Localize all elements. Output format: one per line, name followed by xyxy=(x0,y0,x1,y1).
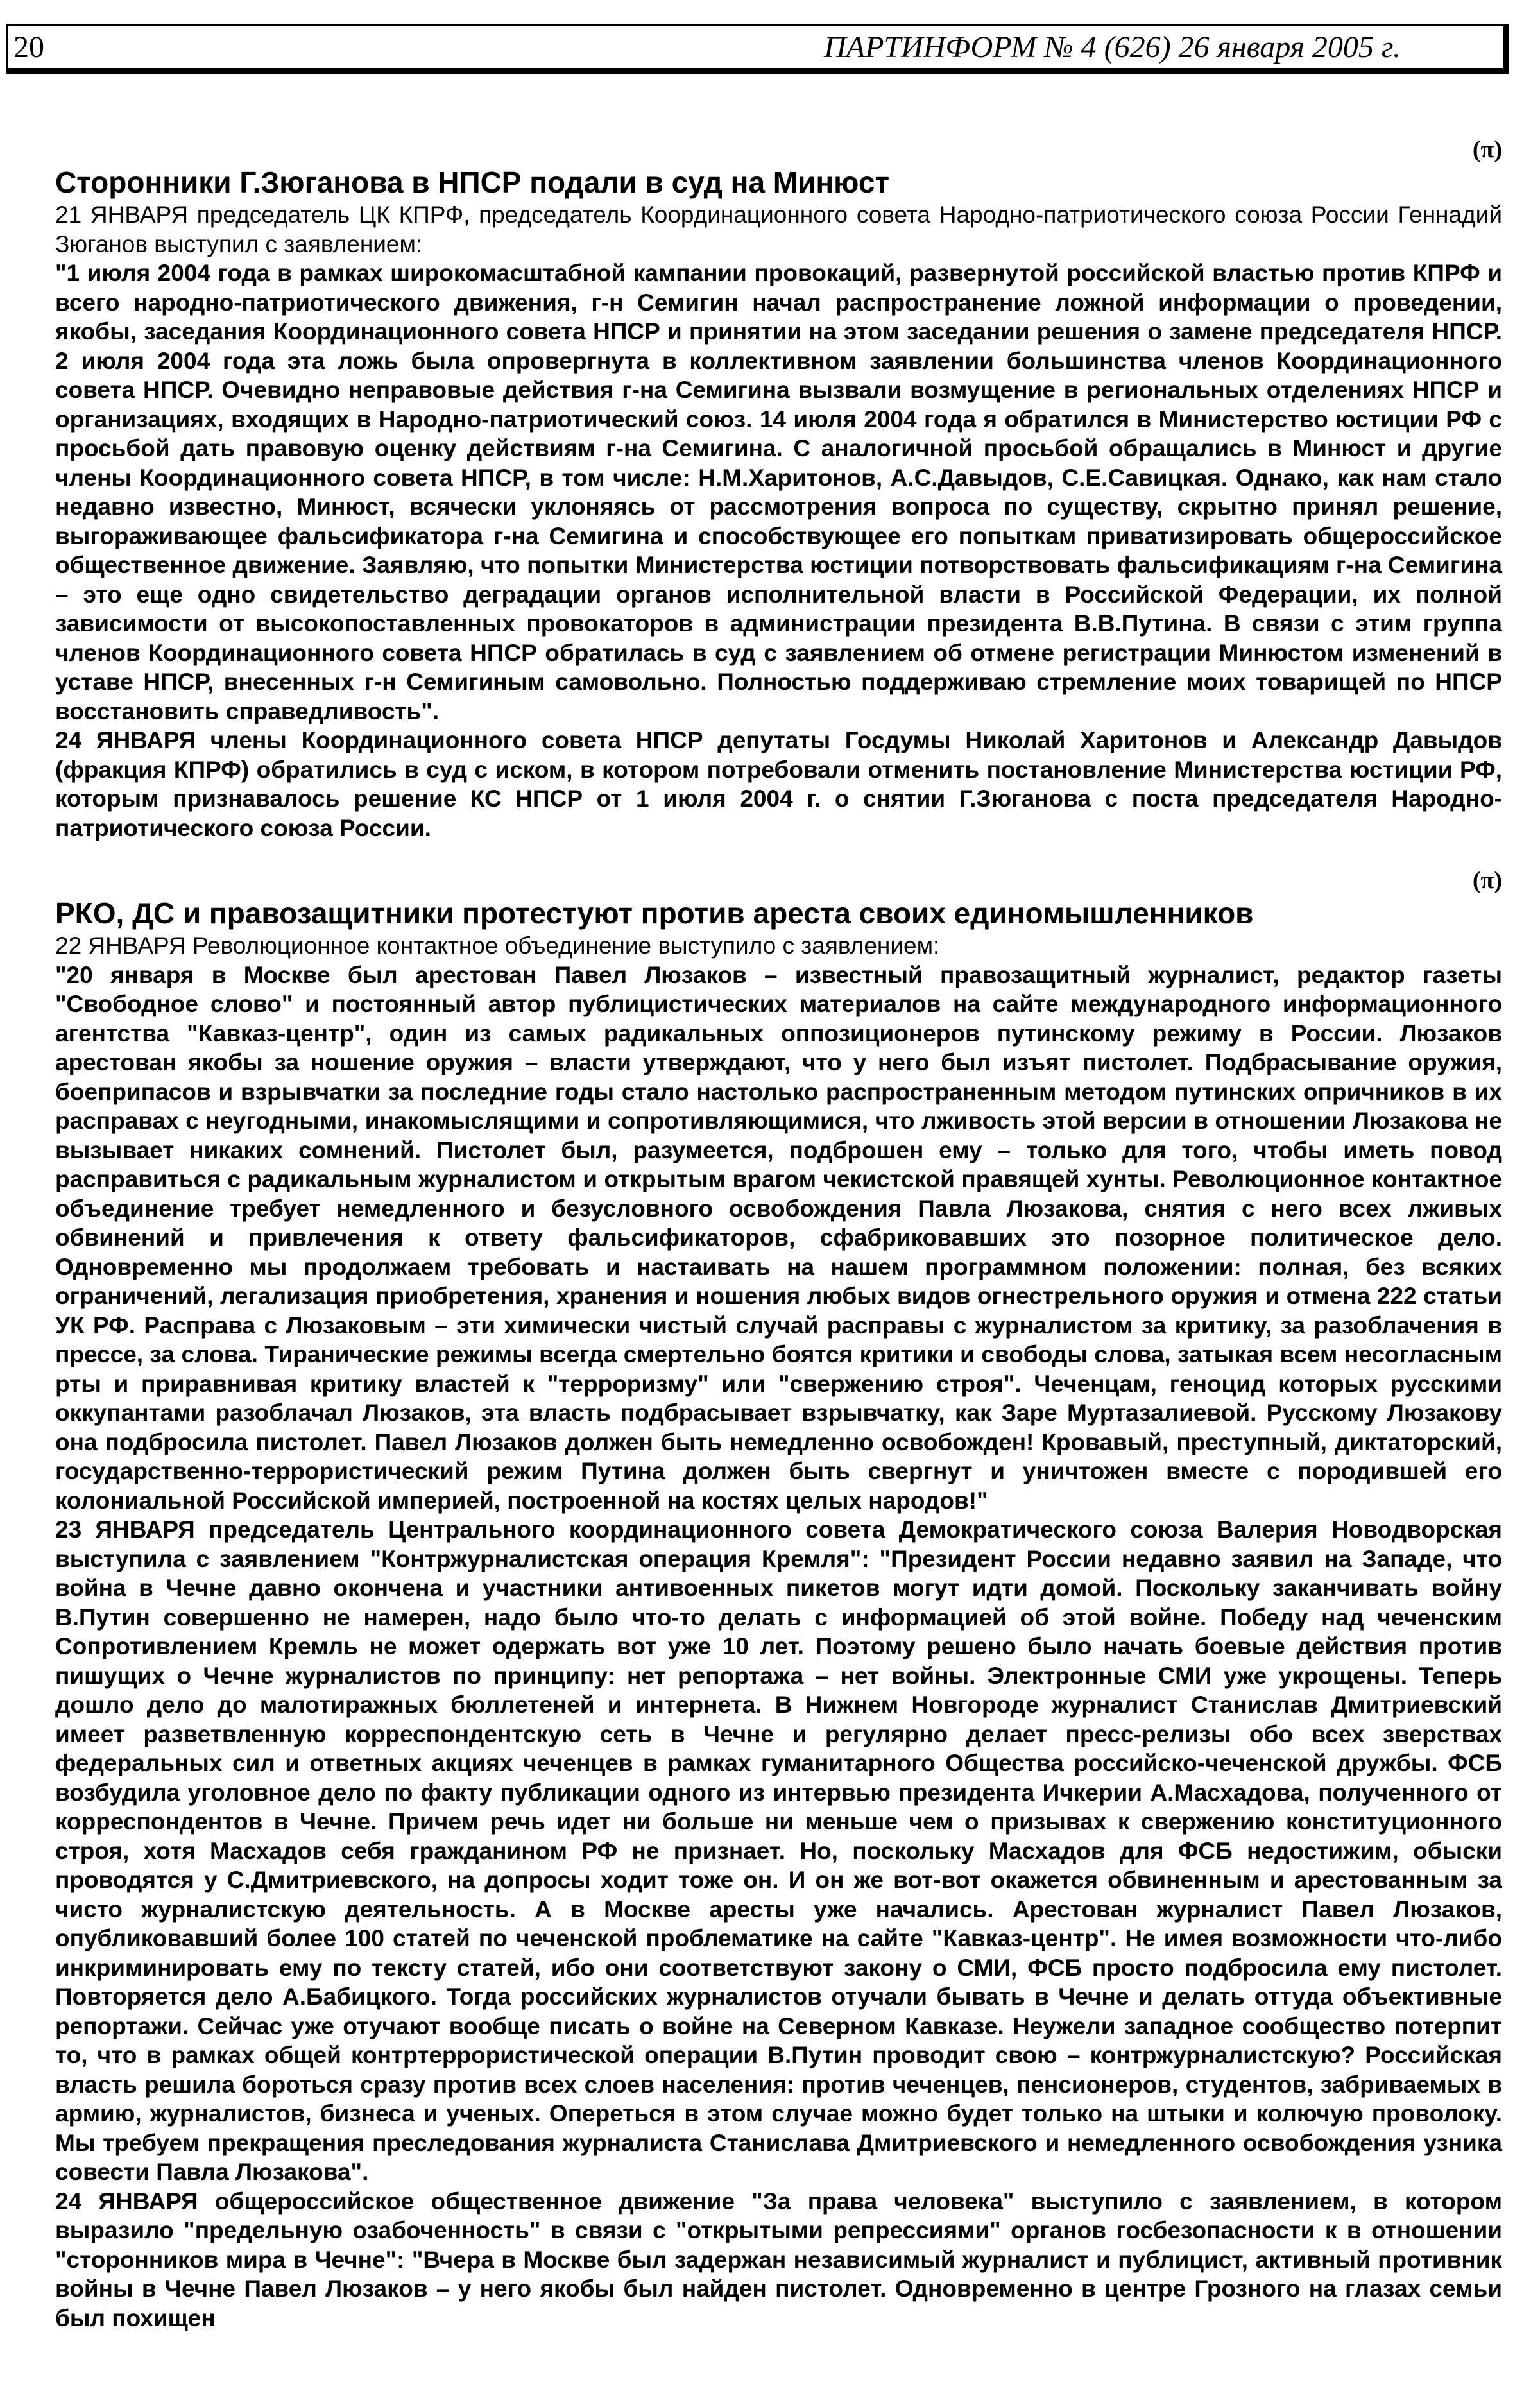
article-paragraph: "20 января в Москве был арестован Павел Люзаков – известный правозащитный журналист, редактор газеты "Свободное слово" и постоянный автор публицистических материалов на сайте международного информационного агентства "Кавказ-центр", один из самых радикальных оппозиционеров путинскому режиму в России. Люзаков арестован якобы за ношение оружия – власти утверждают, что у него был изъят пистолет. Подбрасывание оружия, боеприпасов и взрывчатки за последние годы стало настолько распространенным методом путинских опричников в их расправах с неугодными, инакомыслящими и сопротивляющимися, что лживость этой версии в отношении Люзакова не вызывает никаких сомнений. Пистолет был, разумеется, подброшен ему – только для того, чтобы иметь повод расправиться с радикальным журналистом и открытым врагом чекистской правящей хунты. Революционное контактное объединение требует немедленного и безусловного освобождения Павла Люзакова, снятия с него всех лживых обвинений и привлечения к ответу фальсификаторов, сфабриковавших это позорное политическое дело. Одновременно мы продолжаем требовать и настаивать на нашем программном положении: полная, без всяких ограничений, легализация приобретения, хранения и ношения любых видов огнестрельного оружия и отмена 222 статьи УК РФ. Расправа с Люзаковым – эти химически чистый случай расправы с журналистом за критику, за разоблачения в прессе, за слова. Тиранические режимы всегда смертельно боятся критики и свободы слова, затыкая всем несогласным рты и приравнивая критику властей к "терроризму" или "свержению строя". Чеченцам, геноцид которых русскими оккупантами разоблачал Люзаков, эта власть подбрасывает взрывчатку, как Заре Муртазалиевой. Русскому Люзакову она подбросила пистолет. Павел Люзаков должен быть немедленно освобожден! Кровавый, преступный, диктаторский, государственно-террористический режим Путина должен быть свергнут и уничтожен вместе с породившей его колониальной Российской империей, построенной на костях целых народов!" xyxy=(55,961,1502,1514)
article-source: (π) xyxy=(1472,867,1502,894)
article-paragraph: "1 июля 2004 года в рамках широкомасштабной кампании провокаций, развернутой российской властью против КПРФ и всего народно-патриотического движения, г-н Семигин начал распространение ложной информации о проведении, якобы, заседания Координационного совета НПСР и принятии на этом заседании решения о замене председателя НПСР. 2 июля 2004 года эта ложь была опровергнута в коллективном заявлении большинства членов Координационного совета НПСР. Очевидно неправовые действия г-на Семигина вызвали возмущение в региональных отделениях НПСР и организациях, входящих в Народно-патриотический союз. 14 июля 2004 года я обратился в Министерство юстиции РФ с просьбой дать правовую оценку действиям г-на Семигина. С аналогичной просьбой обращались в Минюст и другие члены Координационного совета НПСР, в том числе: Н.М.Харитонов, А.С.Давыдов, С.Е.Савицкая. Однако, как нам стало недавно известно, Минюст, всячески уклоняясь от рассмотрения вопроса по существу, скрытно принял решение, выгораживающее фальсификатора г-на Семигина и способствующее его попыткам приватизировать общероссийское общественное движение. Заявляю, что попытки Министерства юстиции потворствовать фальсификациям г-на Семигина – это еще одно свидетельство деградации органов исполнительной власти в Российской Федерации, их полной зависимости от высокопоставленных провокаторов в администрации президента В.В.Путина. В связи с этим группа членов Координационного совета НПСР обратилась в суд с заявлением об отмене регистрации Минюстом изменений в уставе НПСР, внесенных г-н Семигиным самовольно. Полностью поддерживаю стремление моих товарищей по НПСР восстановить справедливость". xyxy=(55,260,1502,724)
article-title: Сторонники Г.Зюганова в НПСР подали в суд на Минюст xyxy=(55,166,889,199)
article-paragraph: 24 ЯНВАРЯ члены Координационного совета НПСР депутаты Госдумы Николай Харитонов и Александр Давыдов (фракция КПРФ) обратились в суд с иском, в котором потребовали отменить постановление Министерства юстиции РФ, которым признавалось решение КС НПСР от 1 июля 2004 г. о снятии Г.Зюганова с поста председателя Народно-патриотического союза России. xyxy=(55,727,1502,841)
page-content xyxy=(55,135,1502,2333)
article-lead: 21 ЯНВАРЯ председатель ЦК КПРФ, председатель Координационного совета Народно-патриотического союза России Геннадий Зюганов выступил с заявлением: xyxy=(55,201,1502,257)
article-source: (π) xyxy=(1472,136,1502,163)
article-1 xyxy=(55,135,1502,843)
article-paragraph: 23 ЯНВАРЯ председатель Центрального координационного совета Демократического союза Валерия Новодворская выступила с заявлением "Контржурналистская операция Кремля": "Президент России недавно заявил на Западе, что война в Чечне давно окончена и участники антивоенных пикетов могут идти домой. Поскольку заканчивать войну В.Путин совершенно не намерен, надо было что-то делать с информацией об этой войне. Победу над чеченским Сопротивлением Кремль не может одержать вот уже 10 лет. Поэтому решено было начать боевые действия против пишущих о Чечне журналистов по принципу: нет репортажа – нет войны. Электронные СМИ уже укрощены. Теперь дошло дело до малотиражных бюллетеней и интернета. В Нижнем Новгороде журналист Станислав Дмитриевский имеет разветвленную корреспондентскую сеть в Чечне и регулярно делает пресс-релизы обо всех зверствах федеральных сил и ответных акциях чеченцев в рамках гуманитарного Общества российско-чеченской дружбы. ФСБ возбудила уголовное дело по факту публикации одного из интервью президента Ичкерии А.Масхадова, полученного от корреспондентов в Чечне. Причем речь идет ни больше ни меньше чем о призывах к свержению конституционного строя, хотя Масхадов себя гражданином РФ не признает. Но, поскольку Масхадов для ФСБ недостижим, обыски проводятся у С.Дмитриевского, на допросы ходит тоже он. И он же вот-вот окажется обвиненным и арестованным за чисто журналистскую деятельность. А в Москве аресты уже начались. Арестован журналист Павел Люзаков, опубликовавший более 100 статей по чеченской проблематике на сайте "Кавказ-центр". Не имея возможности что-либо инкриминировать ему по тексту статей, ибо они соответствуют закону о СМИ, ФСБ просто подбросила ему пистолет. Повторяется дело А.Бабицкого. Тогда российских журналистов отучали бывать в Чечне и делать оттуда объективные репортажи. Сейчас уже отучают вообще писать о войне на Северном Кавказе. Неужели западное сообщество потерпит то, что в рамках общей контртеррористической операции В.Путин проводит свою – контржурналистскую? Российская власть решила бороться сразу против всех слоев населения: против чеченцев, пенсионеров, студентов, забриваемых в армию, журналистов, бизнеса и ученых. Опереться в этом случае можно будет только на штыки и колючую проволоку. Мы требуем прекращения преследования журналиста Станислава Дмитриевского и немедленного освобождения узника совести Павла Люзакова". xyxy=(55,1516,1502,2185)
publication-title: ПАРТИНФОРМ № 4 (626) 26 января 2005 г. xyxy=(824,30,1401,64)
article-title: РКО, ДС и правозащитники протестуют против ареста своих единомышленников xyxy=(55,896,1254,930)
article-paragraph: 24 ЯНВАРЯ общероссийское общественное движение "За права человека" выступило с заявлением, в котором выразило "предельную озабоченность" в связи с "открытыми репрессиями" органов госбезопасности к в отношении "сторонников мира в Чечне": "Вчера в Москве был задержан независимый журналист и публицист, активный противник войны в Чечне Павел Люзаков – у него якобы был найден пистолет. Одновременно в центре Грозного на глазах семьи был похищен xyxy=(55,2188,1502,2331)
article-lead: 22 ЯНВАРЯ Революционное контактное объединение выступило с заявлением: xyxy=(55,932,940,959)
page-number: 20 xyxy=(13,30,44,64)
article-2 xyxy=(55,866,1502,2333)
page-header xyxy=(6,24,1509,74)
